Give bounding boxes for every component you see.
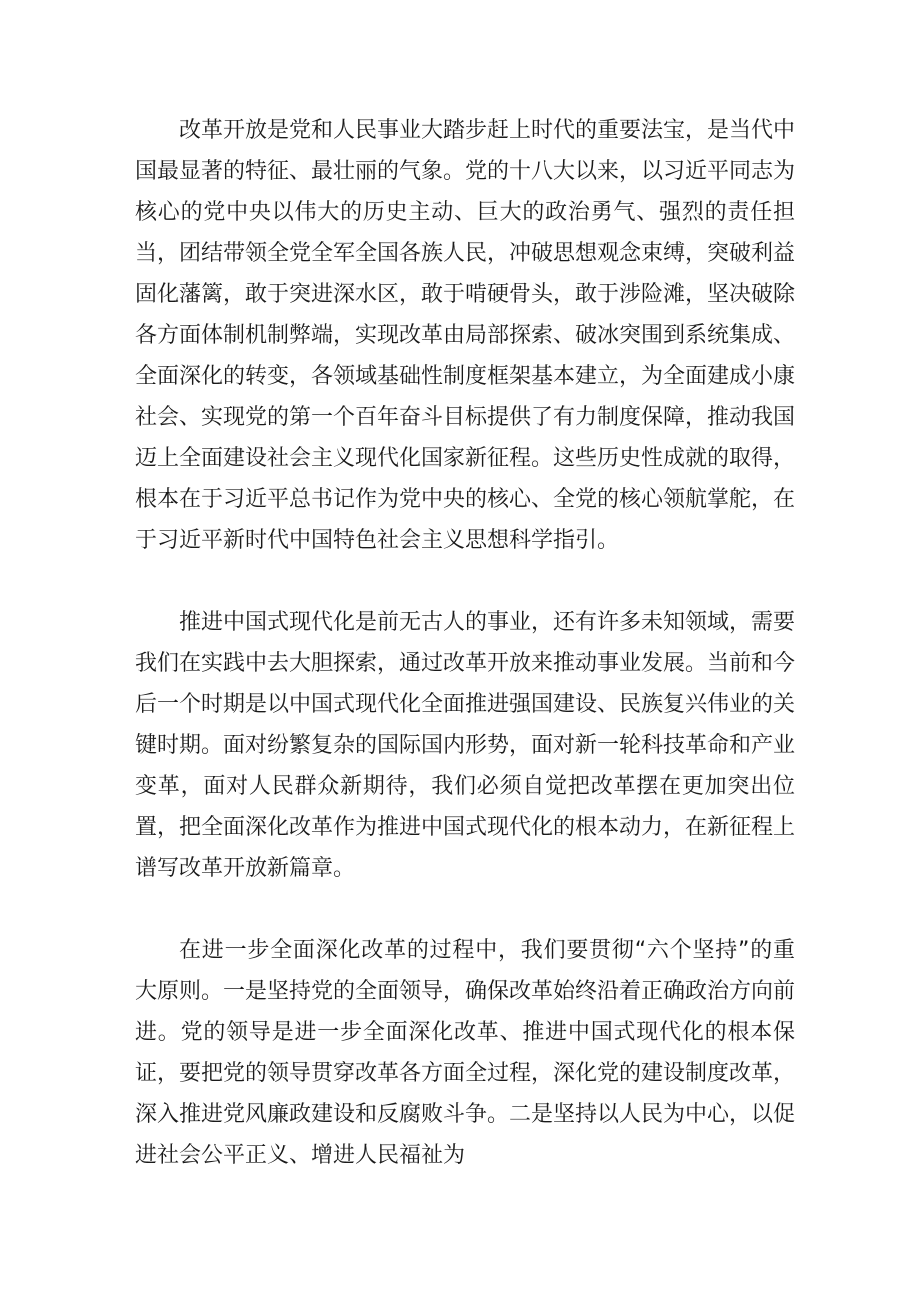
document-body: [135, 110, 795, 1176]
paragraph-3: 在进一步全面深化改革的过程中，我们要贯彻“六个坚持”的重大原则。一是坚持党的全面领导，确保改革始终沿着正确政治方向前进。党的领导是进一步全面深化改革、推进中国式现代化的根本保证，要把党的领导贯穿改革各方面全过程，深化党的建设制度改革，深入推进党风廉政建设和反腐败斗争。二是坚持以人民为中心，以促进社会公平正义、增进人民福祉为: [135, 938, 796, 1168]
paragraph-2: 推进中国式现代化是前无古人的事业，还有许多未知领域，需要我们在实践中去大胆探索，通过改革开放来推动事业发展。当前和今后一个时期是以中国式现代化全面推进强国建设、民族复兴伟业的关键时期。面对纷繁复杂的国际国内形势，面对新一轮科技革命和产业变革，面对人民群众新期待，我们必须自觉把改革摆在更加突出位置，把全面深化改革作为推进中国式现代化的根本动力，在新征程上谱写改革开放新篇章。: [135, 610, 796, 881]
paragraph-1: 改革开放是党和人民事业大踏步赶上时代的重要法宝，是当代中国最显著的特征、最壮丽的气象。党的十八大以来，以习近平同志为核心的党中央以伟大的历史主动、巨大的政治勇气、强烈的责任担当，团结带领全党全军全国各族人民，冲破思想观念束缚，突破利益固化藩篱，敢于突进深水区，敢于啃硬骨头，敢于涉险滩，坚决破除各方面体制机制弊端，实现改革由局部探索、破冰突围到系统集成、全面深化的转变，各领域基础性制度框架基本建立，为全面建成小康社会、实现党的第一个百年奋斗目标提供了有力制度保障，推动我国迈上全面建设社会主义现代化国家新征程。这些历史性成就的取得，根本在于习近平总书记作为党中央的核心、全党的核心领航掌舵，在于习近平新时代中国特色社会主义思想科学指引。: [135, 118, 796, 553]
